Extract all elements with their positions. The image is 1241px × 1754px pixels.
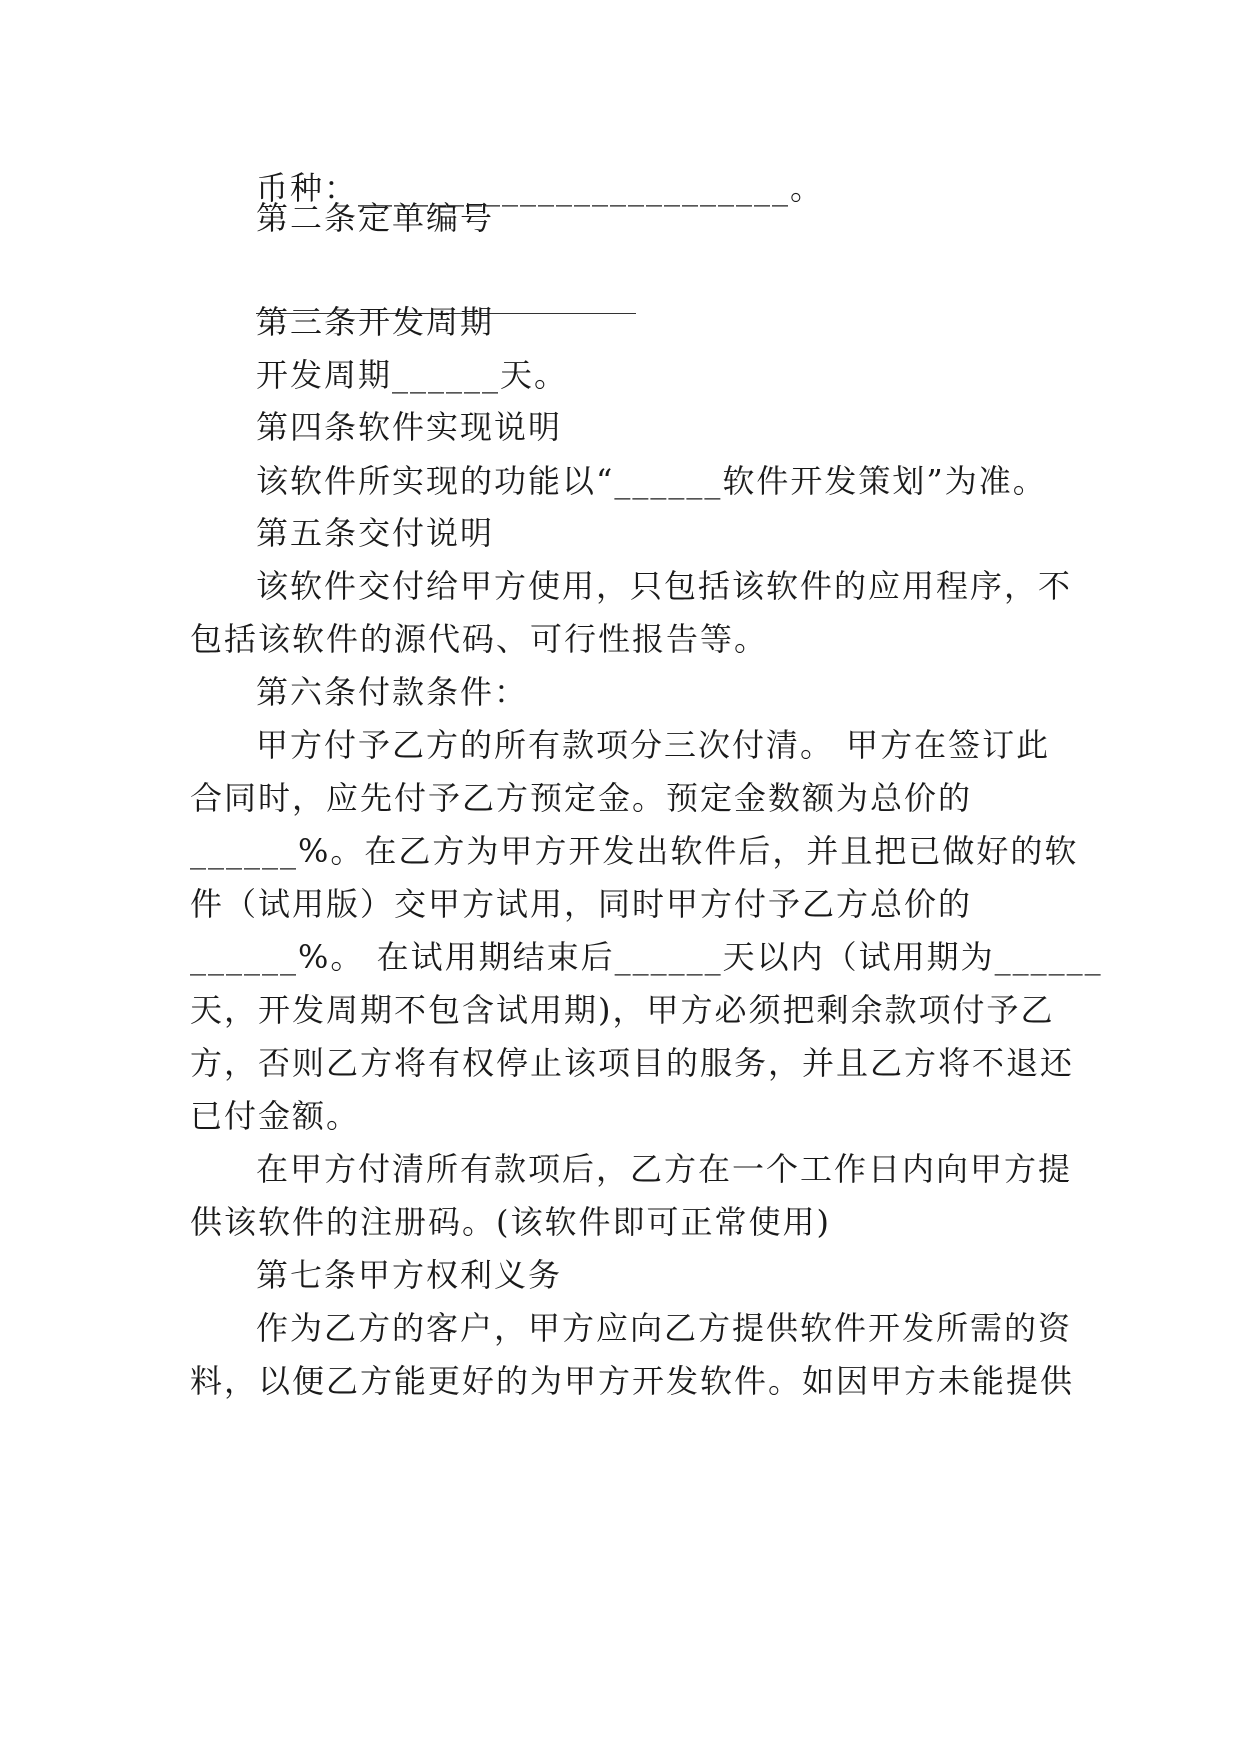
- party-a-line-2: 料，以便乙方能更好的为甲方开发软件。如因甲方未能提供: [190, 1362, 1075, 1400]
- article-4-heading: 第四条软件实现说明: [256, 408, 563, 446]
- article-5-heading: 第五条交付说明: [256, 514, 495, 552]
- article-7-heading: 第七条甲方权利义务: [256, 1256, 563, 1294]
- registration-line-2: 供该软件的注册码。(该软件即可正常使用): [190, 1203, 831, 1241]
- payment-line-7: 方，否则乙方将有权停止该项目的服务，并且乙方将不退还: [190, 1044, 1075, 1082]
- delivery-line-1: 该软件交付给甲方使用，只包括该软件的应用程序，不: [256, 567, 1073, 605]
- payment-line-4: 件（试用版）交甲方试用，同时甲方付予乙方总价的: [190, 885, 973, 923]
- delivery-line-2: 包括该软件的源代码、可行性报告等。: [190, 620, 769, 658]
- dev-period-line: 开发周期______天。: [256, 356, 569, 394]
- article-6-heading: 第六条付款条件：: [256, 673, 529, 711]
- registration-line-1: 在甲方付清所有款项后，乙方在一个工作日内向甲方提: [256, 1150, 1073, 1188]
- payment-line-8: 已付金额。: [190, 1097, 361, 1135]
- party-a-line-1: 作为乙方的客户，甲方应向乙方提供软件开发所需的资: [256, 1309, 1073, 1347]
- payment-line-5: ______%。 在试用期结束后______天以内（试用期为______: [190, 938, 1103, 976]
- payment-line-6: 天，开发周期不包含试用期)，甲方必须把剩余款项付予乙: [190, 991, 1055, 1029]
- software-function-line: 该软件所实现的功能以“______软件开发策划”为准。: [256, 462, 1047, 500]
- article-3-heading: 第三条开发周期: [256, 303, 495, 341]
- payment-line-1: 甲方付予乙方的所有款项分三次付清。 甲方在签订此: [256, 726, 1051, 764]
- article-2-heading: 第二条定单编号: [256, 199, 495, 237]
- payment-line-2: 合同时，应先付予乙方预定金。预定金数额为总价的: [190, 779, 973, 817]
- payment-line-3: ______%。在乙方为甲方开发出软件后，并且把已做好的软: [190, 832, 1079, 870]
- currency-line: 币种：________________________。: [256, 169, 825, 207]
